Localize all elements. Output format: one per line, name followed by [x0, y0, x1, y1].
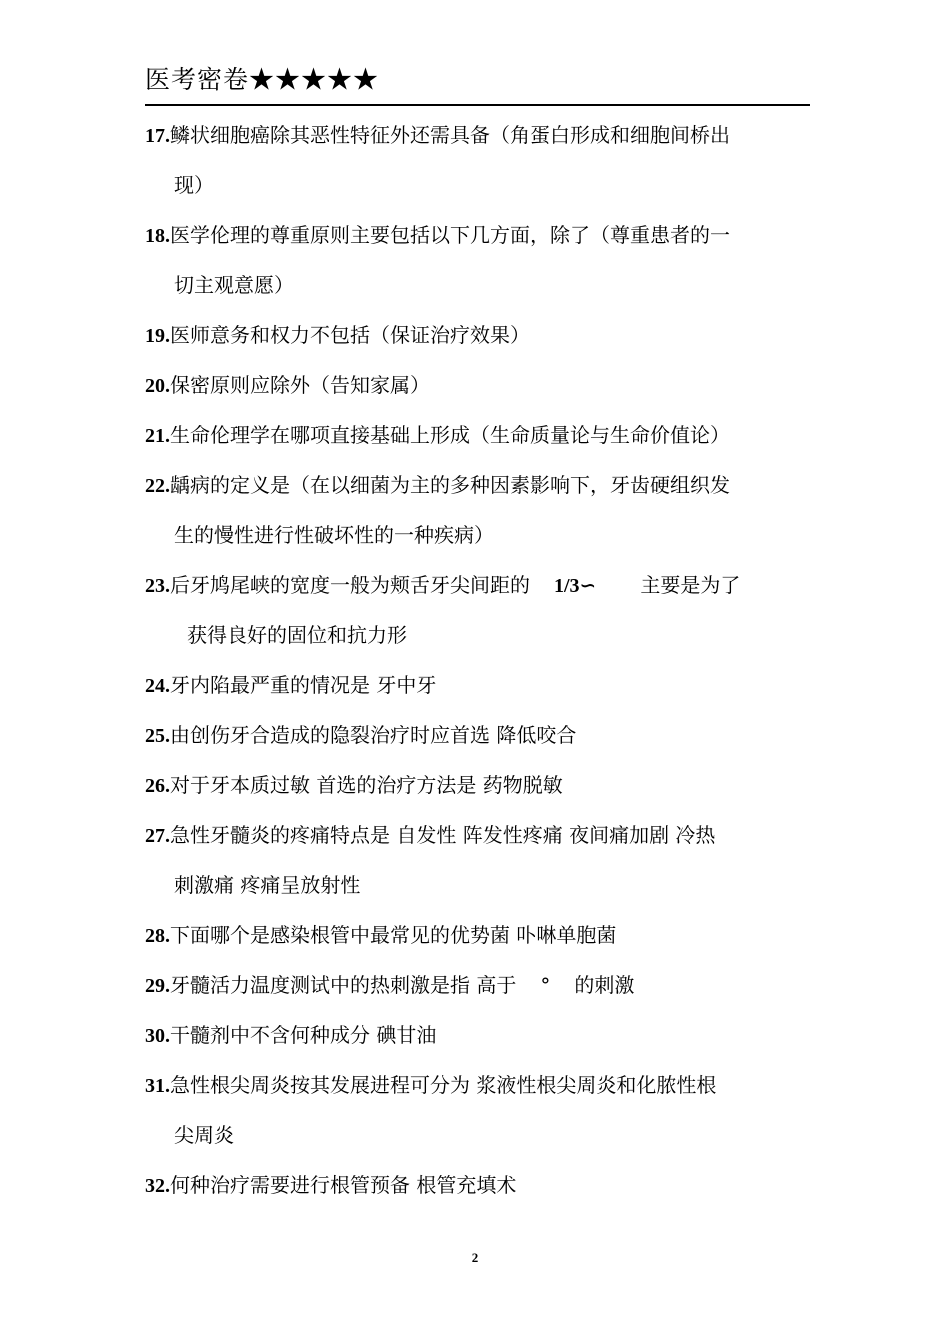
list-item — [145, 210, 810, 260]
item-number: 24. — [145, 675, 170, 697]
item-number: 17. — [145, 125, 170, 147]
list-item — [145, 760, 810, 810]
list-item — [145, 660, 810, 710]
item-number: 27. — [145, 825, 170, 847]
item-text: 生命伦理学在哪项直接基础上形成（生命质量论与生命价值论） — [170, 423, 730, 447]
item-number: 25. — [145, 725, 170, 747]
item-text: 现） — [174, 173, 214, 197]
list-item-continuation — [145, 1110, 810, 1160]
list-item — [145, 110, 810, 160]
question-list — [145, 110, 810, 1210]
item-number: 22. — [145, 475, 170, 497]
item-text: 刺激痛 疼痛呈放射性 — [174, 873, 361, 897]
item-text: 龋病的定义是（在以细菌为主的多种因素影响下，牙齿硬组织发 — [170, 473, 730, 497]
item-text: 医学伦理的尊重原则主要包括以下几方面，除了（尊重患者的一 — [170, 223, 730, 247]
degree-symbol: ° — [540, 973, 551, 997]
list-item-continuation — [145, 610, 810, 660]
item-text: 保密原则应除外（告知家属） — [170, 373, 430, 397]
item-number: 29. — [145, 975, 170, 997]
item-text: 何种治疗需要进行根管预备 根管充填术 — [170, 1173, 517, 1197]
item-text: 牙内陷最严重的情况是 牙中牙 — [170, 673, 437, 697]
list-item — [145, 1060, 810, 1110]
item-text: 切主观意愿） — [174, 273, 294, 297]
item-number: 18. — [145, 225, 170, 247]
list-item-continuation — [145, 160, 810, 210]
item-number: 32. — [145, 1175, 170, 1197]
item-text: 鳞状细胞癌除其恶性特征外还需具备（角蛋白形成和细胞间桥出 — [170, 123, 730, 147]
list-item — [145, 1160, 810, 1210]
item-text: 下面哪个是感染根管中最常见的优势菌 卟啉单胞菌 — [170, 923, 617, 947]
list-item — [145, 560, 810, 610]
page-header — [145, 56, 810, 106]
item-text: 生的慢性进行性破坏性的一种疾病） — [174, 523, 494, 547]
item-text: 医师意务和权力不包括（保证治疗效果） — [170, 323, 530, 347]
list-item — [145, 460, 810, 510]
list-item — [145, 810, 810, 860]
item-number: 26. — [145, 775, 170, 797]
item-text: 对于牙本质过敏 首选的治疗方法是 药物脱敏 — [170, 773, 563, 797]
page-number: 2 — [471, 1250, 479, 1265]
item-text: 尖周炎 — [174, 1123, 234, 1147]
item-number: 21. — [145, 425, 170, 447]
item-text: 获得良好的固位和抗力形 — [187, 623, 407, 647]
item-number: 31. — [145, 1075, 170, 1097]
item-number: 19. — [145, 325, 170, 347]
item-ratio: 1/3∽ — [554, 575, 597, 597]
item-number: 28. — [145, 925, 170, 947]
item-text: 干髓剂中不含何种成分 碘甘油 — [170, 1023, 437, 1047]
list-item — [145, 1010, 810, 1060]
item-text: 急性牙髓炎的疼痛特点是 自发性 阵发性疼痛 夜间痛加剧 冷热 — [170, 823, 716, 847]
item-text: 的刺激 — [574, 973, 635, 997]
item-text: 急性根尖周炎按其发展进程可分为 浆液性根尖周炎和化脓性根 — [170, 1073, 717, 1097]
list-item-continuation — [145, 510, 810, 560]
item-text: 由创伤牙合造成的隐裂治疗时应首选 降低咬合 — [170, 723, 577, 747]
list-item — [145, 360, 810, 410]
list-item — [145, 960, 810, 1010]
item-text: 主要是为了 — [640, 573, 741, 597]
list-item — [145, 410, 810, 460]
list-item — [145, 910, 810, 960]
list-item — [145, 310, 810, 360]
list-item — [145, 710, 810, 760]
item-number: 20. — [145, 375, 170, 397]
header-title: 医考密卷★★★★★ — [145, 65, 380, 94]
item-text: 牙髓活力温度测试中的热刺激是指 高于 — [170, 973, 517, 997]
item-number: 30. — [145, 1025, 170, 1047]
item-text: 后牙鸠尾峡的宽度一般为颊舌牙尖间距的 — [170, 573, 530, 597]
item-number: 23. — [145, 575, 170, 597]
list-item-continuation — [145, 860, 810, 910]
list-item-continuation — [145, 260, 810, 310]
